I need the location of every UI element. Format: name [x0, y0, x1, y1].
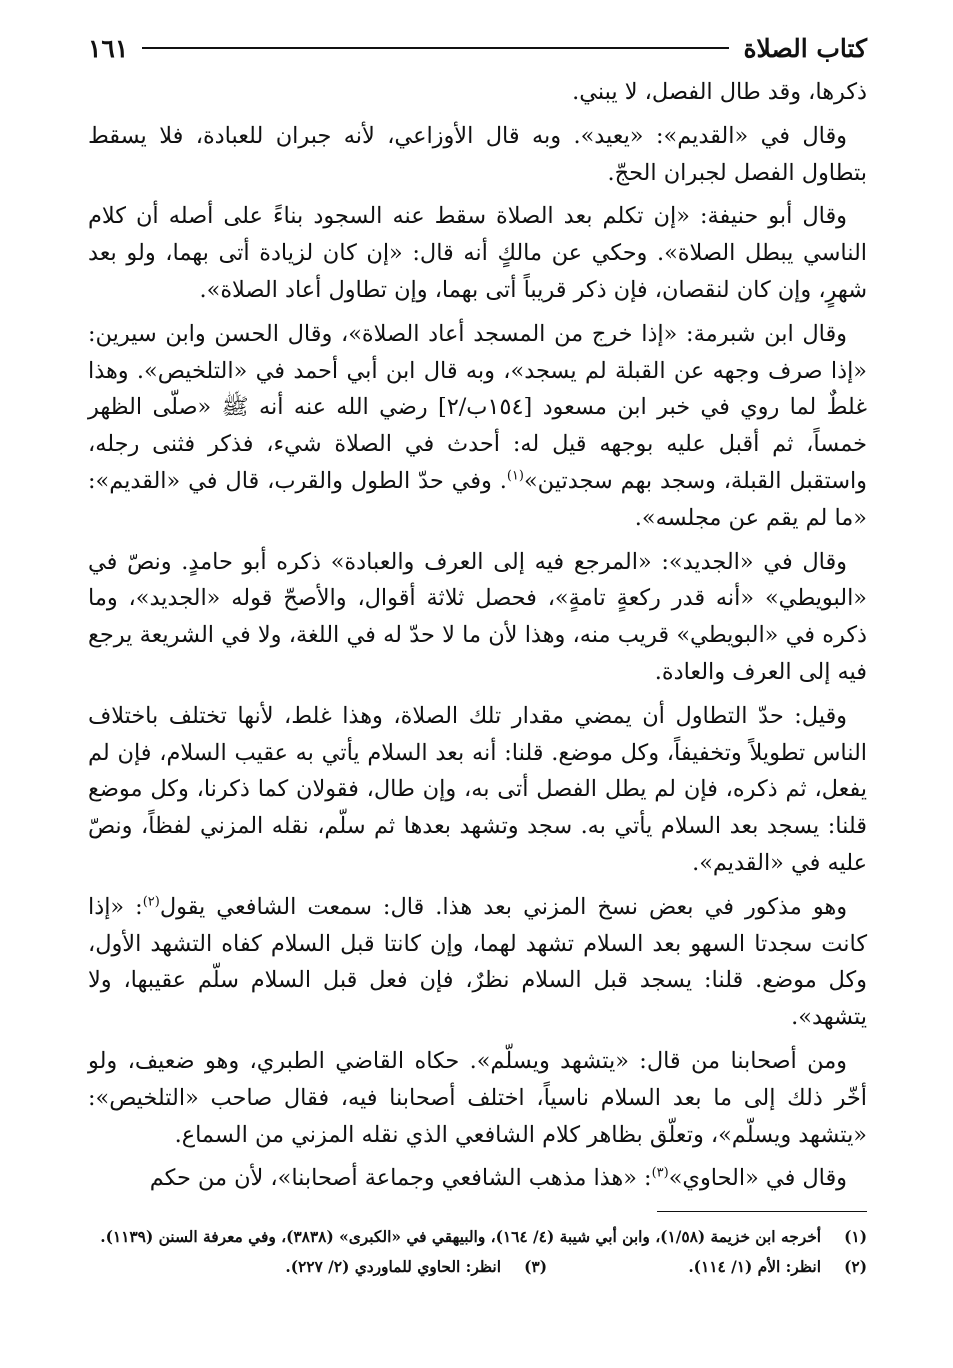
paragraph-text: ذكرها، وقد طال الفصل، لا يبني.: [572, 79, 867, 105]
running-header: [88, 28, 867, 68]
paragraph: [88, 698, 867, 882]
main-text: [88, 74, 867, 1197]
footnote-3: [285, 1252, 547, 1282]
paragraph-text: : «هذا مذهب الشافعي وجماعة أصحابنا»، لأن من حكم: [149, 1165, 652, 1192]
footnote-1: [88, 1222, 867, 1252]
footnote-marker: (٣): [651, 1165, 669, 1181]
footnote-row: [88, 1252, 867, 1282]
footnote-text: انظر: الأم (١/ ١١٤).: [688, 1258, 821, 1277]
footnote-number: (١): [844, 1228, 867, 1247]
paragraph: [88, 544, 867, 691]
footnote-number: (٢): [844, 1258, 867, 1277]
paragraph: [88, 316, 867, 537]
paragraph-text: وقال في «القديم»: «يعيد». وبه قال الأوزاعي، لأنه جبران للعبادة، فلا يسقط بتطاول الفصل لجبران الحجّ.: [88, 122, 867, 186]
footnote-number: (٣): [524, 1258, 547, 1277]
footnotes: [88, 1222, 867, 1282]
footnote-2: [547, 1252, 867, 1282]
paragraph: [88, 889, 867, 1036]
paragraph-text: وقال أبو حنيفة: «إن تكلم بعد الصلاة سقط عنه السجود بناءً على أصله أن كلام الناسي يبطل الصلاة». وحكي عن مالكٍ أنه قال: «إن كان لزيادة أتى بهما، ولو بعد شهرٍ، وإن كان لنقصان، فإن ذكر قريباً أتى بهما، وإن تطاول أعاد الصلاة».: [88, 203, 867, 303]
paragraph-text: وقال في «الحاوي»: [668, 1165, 847, 1192]
paragraph-text: وقال ابن شبرمة: «إذا خرج من المسجد أعاد الصلاة»، وقال الحسن وابن سيرين: «إذا صرف وجهه عن القبلة لم يسجد»، وبه قال ابن أبي أحمد في «التلخيص». وهذا غلطٌ لما روي في خبر ابن مسعود [١٥٤ب/٢] رضي الله عنه أنه ﷺ «صلّى الظهر خمساً، ثم أقبل عليه بوجهه قيل له: أحدث في الصلاة شيء، فذكر فثنى رجله، واستقبل القبلة، وسجد بهم سجدتين»: [88, 320, 867, 494]
chapter-title: كتاب الصلاة: [743, 33, 867, 63]
header-rule: [142, 47, 729, 49]
footnote-text: انظر: الحاوي للماوردي (٢/ ٢٢٧).: [285, 1258, 501, 1277]
paragraph-text: ومن أصحابنا من قال: «يتشهد ويسلّم». حكاه القاضي الطبري، وهو ضعيف، ولو أخّر ذلك إلى ما بعد السلام ناسياً، اختلف أصحابنا فيه، فقال صاحب «التلخيص»: «يتشهد ويسلّم»، وتعلّق بظاهر كلام الشافعي الذي نقله المزني من السماع.: [88, 1047, 867, 1148]
paragraph-text: وهو مذكور في بعض نسخ المزني بعد هذا. قال: سمعت الشافعي يقول: [159, 893, 848, 920]
footnote-separator: [657, 1211, 867, 1212]
paragraph: [88, 118, 867, 192]
footnote-marker: (٢): [142, 894, 160, 910]
paragraph: [88, 74, 867, 111]
paragraph: [88, 1043, 867, 1153]
paragraph-text: وقيل: حدّ التطاول أن يمضي مقدار تلك الصلاة، وهذا غلط، لأنها تختلف باختلاف الناس تطويلاً وتخفيفاً، وكل موضع. قلنا: أنه بعد السلام يأتي به عقيب السلام، فإن لم يفعل، ثم ذكره، فإن لم يطل الفصل أتى به، وإن طال، فقولان كما ذكرنا، وكل موضع قلنا: يسجد بعد السلام يأتي به. سجد وتشهد بعدها ثم سلّم، نقله المزني لفظاً، ونصّ عليه في «القديم».: [88, 702, 867, 876]
footnote-marker: (١): [506, 468, 524, 484]
paragraph-text: . وفي حدّ الطول والقرب، قال في «القديم»: «ما لم يقم عن مجلسه».: [88, 467, 867, 531]
paragraph: [88, 198, 867, 308]
page-number: ١٦١: [88, 33, 129, 63]
footnote-text: أخرجه ابن خزيمة (١/٥٨)، وابن أبي شيبة (٤/ ١٦٤)، والبيهقي في «الكبرى» (٣٨٣٨)، وفي معرفة السنن (١١٣٩).: [100, 1228, 821, 1247]
paragraph: [88, 1160, 867, 1197]
paragraph-text: : «إذا كانت سجدتا السهو بعد السلام تشهد لهما، وإن كانتا قبل السلام كفاه التشهد الأول، وكل موضع. قلنا: يسجد قبل السلام نظرٌ، فإن فعل قبل السلام سلّم عقيبها، ولا يتشهد».: [88, 893, 867, 1031]
paragraph-text: وقال في «الجديد»: «المرجع فيه إلى العرف والعبادة» ذكره أبو حامدٍ. ونصّ في «البويطي» «أنه قدر ركعةٍ تامةٍ»، فحصل ثلاثة أقوال، والأصحّ قوله «الجديد»، وما ذكره في «البويطي» قريب منه، وهذا لأن ما لا حدّ له في اللغة، ولا في الشريعة يرجع فيه إلى العرف والعادة.: [88, 548, 867, 685]
